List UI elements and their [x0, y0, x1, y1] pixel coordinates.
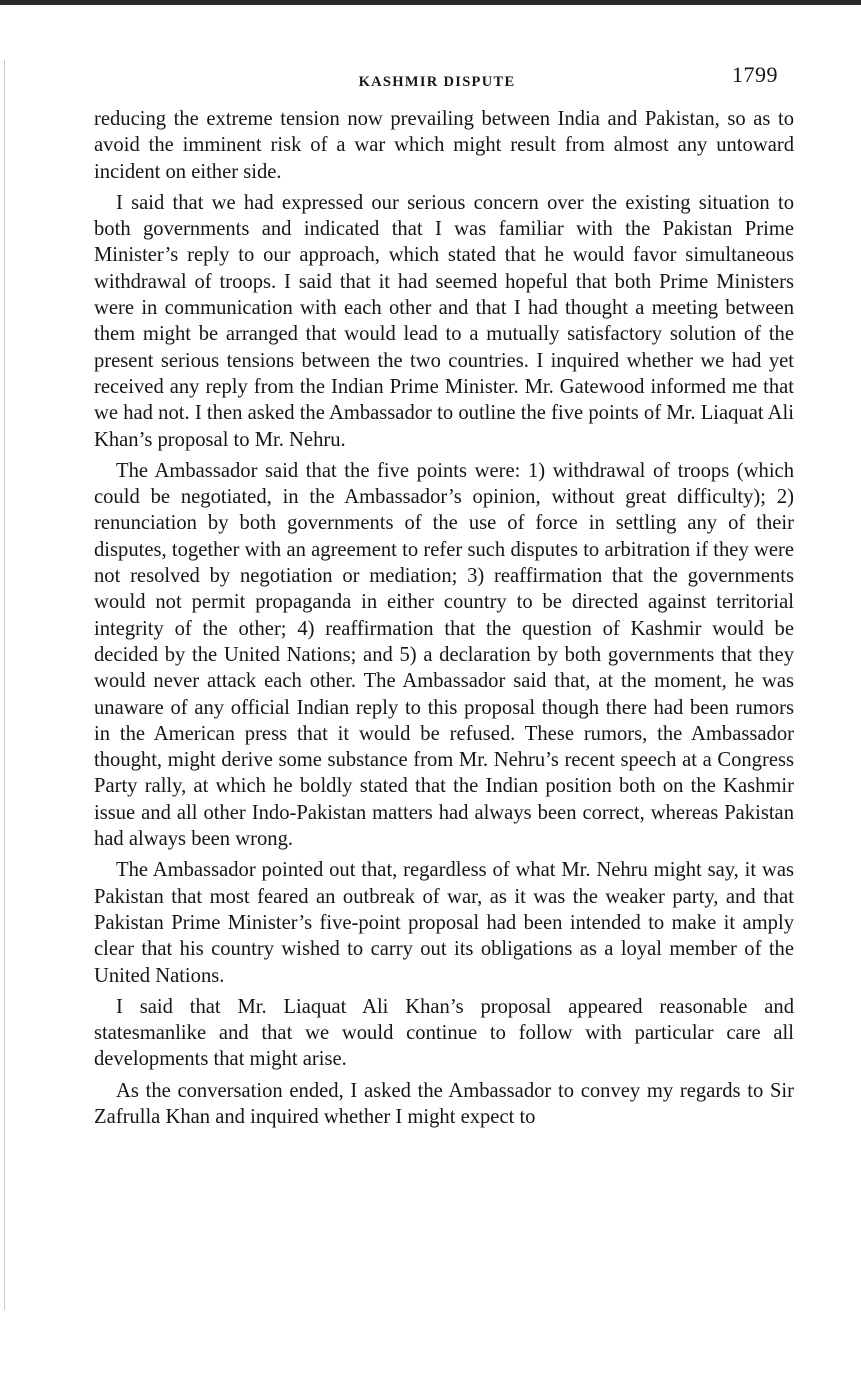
paragraph: The Ambassador pointed out that, regardless of what Mr. Nehru might say, it was Pakistan that most feared an outbreak of war, as it was the weaker party, and that Pakistan Prime Minister’s five-point proposal had been intended to make it amply clear that his country wished to carry out its obligations as a loyal member of the United Nations.: [94, 859, 794, 987]
running-head: [96, 62, 778, 96]
paragraph: The Ambassador said that the five points were: 1) withdrawal of troops (which could be negotiated, in the Ambassador’s opinion, without great difficulty); 2) renunciation by both governments of the use of force in settling any of their disputes, together with an agreement to refer such disputes to arbitration if they were not resolved by negotiation or mediation; 3) reaffirmation that the governments would not permit propaganda in either country to be directed against territorial integrity of the other; 4) reaffirmation that the question of Kashmir would be decided by the United Nations; and 5) a declaration by both governments that they would never attack each other. The Ambassador said that, at the moment, he was unaware of any official Indian reply to this proposal though there had been rumors in the American press that it would be refused. These rumors, the Ambassador thought, might derive some substance from Mr. Nehru’s recent speech at a Congress Party rally, at which he boldly stated that the Indian position both on the Kashmir issue and all other Indo-Pakistan matters had always been correct, whereas Pakistan had always been wrong.: [94, 459, 794, 851]
paragraph: I said that Mr. Liaquat Ali Khan’s proposal appeared reasonable and statesmanlike and that we would continue to follow with particular care all developments that might arise.: [94, 995, 794, 1071]
page-top-border: [0, 0, 861, 5]
paragraph-continuation: reducing the extreme tension now prevailing between India and Pakistan, so as to avoid the imminent risk of a war which might result from almost any untoward incident on either side.: [94, 108, 794, 183]
page-left-edge: [4, 60, 5, 1310]
body-text: [94, 106, 794, 1130]
page-number: 1799: [732, 62, 778, 87]
paragraph: As the conversation ended, I asked the Ambassador to convey my regards to Sir Zafrulla Khan and inquired whether I might expect to: [94, 1079, 794, 1128]
paragraph: I said that we had expressed our serious concern over the existing situation to both governments and indicated that I was familiar with the Pakistan Prime Minister’s reply to our approach, which stated that he would favor simultaneous withdrawal of troops. I said that it had seemed hopeful that both Prime Ministers were in communication with each other and that I had thought a meeting between them might be arranged that would lead to a mutually satisfactory solution of the present serious tensions between the two countries. I inquired whether we had yet received any reply from the Indian Prime Minister. Mr. Gatewood informed me that we had not. I then asked the Ambassador to outline the five points of Mr. Liaquat Ali Khan’s proposal to Mr. Nehru.: [94, 191, 794, 451]
running-head-title: KASHMIR DISPUTE: [358, 74, 516, 90]
